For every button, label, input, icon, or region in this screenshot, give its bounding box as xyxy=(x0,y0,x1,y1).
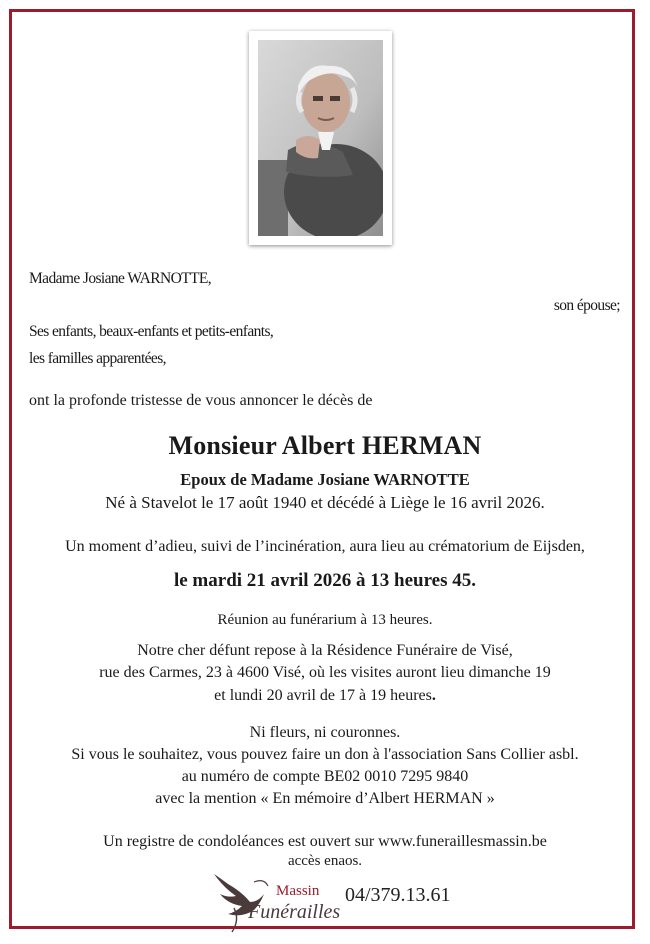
repose-line-1: Notre cher défunt repose à la Résidence Funéraire de Visé, xyxy=(137,642,513,659)
birth-death-line: Né à Stavelot le 17 août 1940 et décédé à Liège le 16 avril 2026. xyxy=(105,493,545,512)
massin-logo xyxy=(206,868,346,936)
announcement-line: ont la profonde tristesse de vous annoncer le décès de xyxy=(29,392,373,409)
spouse-name: Madame Josiane WARNOTTE, xyxy=(29,270,212,287)
relatives-line: les familles apparentées, xyxy=(29,350,166,367)
logo-top-text: Massin xyxy=(276,883,320,899)
spouse-role: son épouse; xyxy=(553,297,620,314)
logo-bottom-text: Funérailles xyxy=(248,901,341,923)
portrait-photo-icon xyxy=(258,40,383,236)
repose-line-3-end: . xyxy=(431,687,436,704)
repose-line-3-text: et lundi 20 avril de 17 à 19 heures xyxy=(214,687,432,704)
deceased-name: Monsieur Albert HERMAN xyxy=(168,431,482,460)
donation-line-4: avec la mention « En mémoire d’Albert HERMAN » xyxy=(155,790,495,807)
ceremony-datetime: le mardi 21 avril 2026 à 13 heures 45. xyxy=(173,570,477,591)
donation-line-2: Si vous le souhaitez, vous pouvez faire un don à l'association Sans Collier asbl. xyxy=(71,746,579,763)
repose-line-2: rue des Carmes, 23 à 4600 Visé, où les visites auront lieu dimanche 19 xyxy=(99,664,551,681)
children-line: Ses enfants, beaux-enfants et petits-enfants, xyxy=(29,323,274,340)
meeting-line: Réunion au funérarium à 13 heures. xyxy=(217,612,433,628)
condolences-line-1: Un registre de condoléances est ouvert sur www.funeraillesmassin.be xyxy=(103,833,547,850)
condolences-line-2: accès enaos. xyxy=(287,853,363,869)
donation-line-1: Ni fleurs, ni couronnes. xyxy=(249,724,401,741)
ceremony-intro: Un moment d’adieu, suivi de l’incinération, aura lieu au crématorium de Eijsden, xyxy=(65,538,585,555)
portrait-photo xyxy=(249,31,392,245)
donation-line-3: au numéro de compte BE02 0010 7295 9840 xyxy=(181,768,469,785)
phone-number: 04/379.13.61 xyxy=(345,884,451,906)
deceased-spouse-line: Epoux de Madame Josiane WARNOTTE xyxy=(180,470,470,489)
dove-icon xyxy=(206,868,346,936)
repose-line-3 xyxy=(0,687,650,705)
